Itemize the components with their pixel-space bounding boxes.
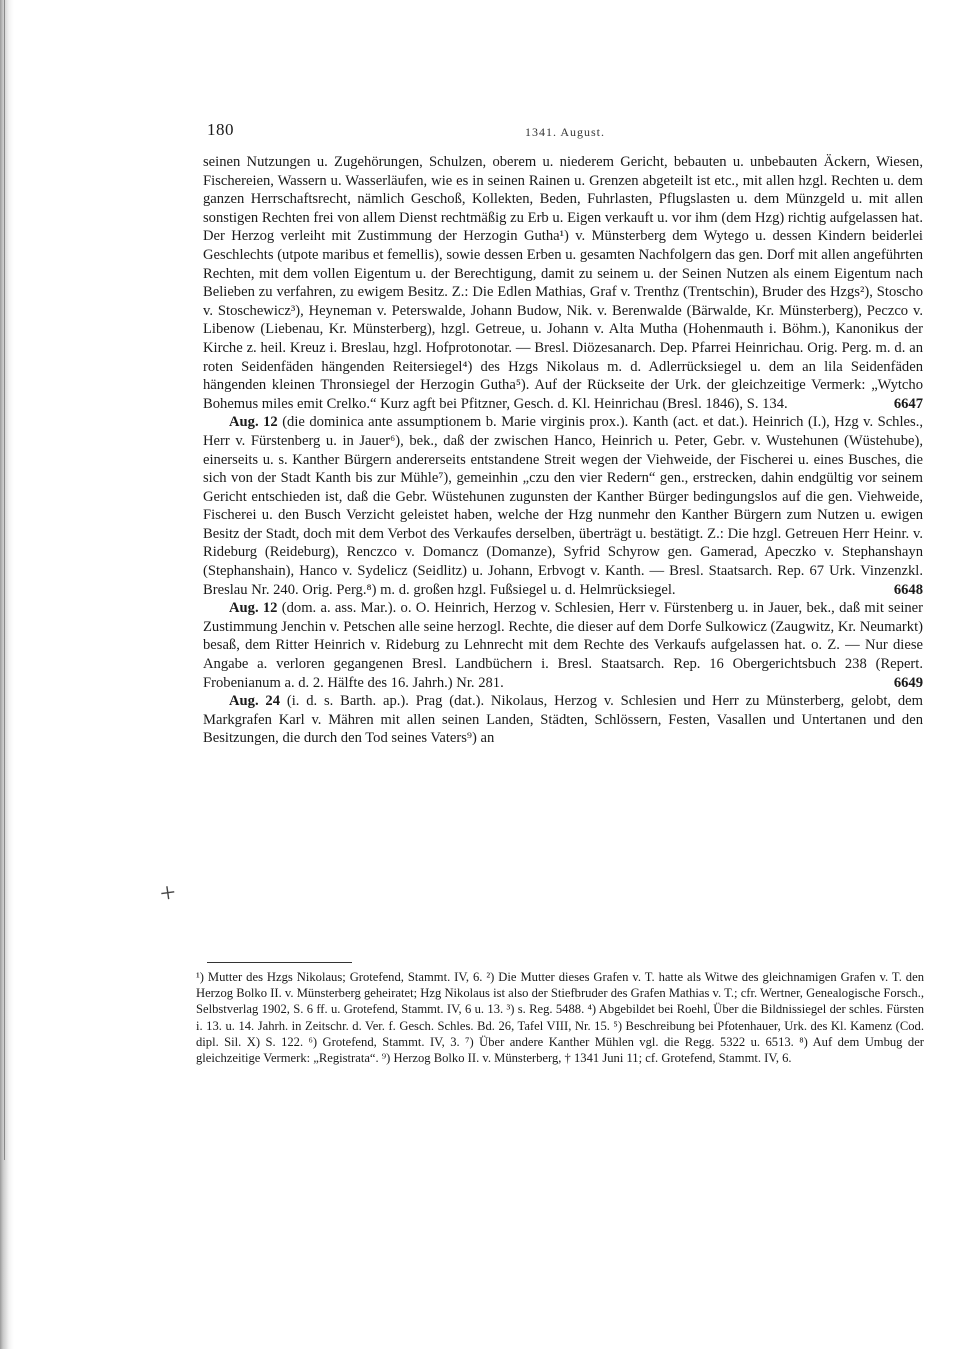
- footnote-text: ¹) Mutter des Hzgs Nikolaus; Grotefend, Stammt. IV, 6. ²) Die Mutter dieses Grafen v. T. hatte als Witwe des gleichnamigen Grafen v. T. den Herzog Bolko II. v. Münsterberg geheiratet; Hzg Nikolaus ist also der Stiefbruder des Grafen Mathias v. T.; cfr. Wertner, Genealogische Forsch., Selbstverlag 1902, S. 6 ff. u. Grotefend, Stammt. IV, 6 u. 13. ³) s. Reg. 5488. ⁴) Abgebildet bei Roehl, Über die Bildnissiegel der schles. Fürsten i. 13. u. 14. Jahrh. in Zeitschr. d. Ver. f. Gesch. Schles. Bd. 26, Tafel VIII, Nr. 15. ⁵) Beschreibung bei Pfotenhauer, Urk. des Kl. Kamenz (Cod. dipl. Sil. X) S. 122. ⁶) Grotefend, Stammt. IV, 3. ⁷) Über andere Kanther Mühlen vgl. die Regg. 5322 u. 6513. ⁸) Auf dem Umbug der gleichzeitige Vermerk: „Registrata“. ⁹) Herzog Bolko II. v. Münsterberg, † 1341 Juni 11; cf. Grotefend, Stammt. IV, 6.: [196, 970, 924, 1066]
- regest-number: 6649: [893, 674, 923, 691]
- paragraph-text: seinen Nutzungen u. Zugehörungen, Schulzen, oberem u. niederem Gericht, bebauten u. unbebauten Äckern, Wiesen, Fischereien, Wassern u. Wasserläufen, wie es in seinen Rainen u. Grenzen abgeteilt ist etc., mit allen hzgl. Rechten u. dem ganzen Herrschaftsrecht, nämlich Geschoß, Kollekten, Beden, Fuhrlasten, Pflugslasten u. dem Münzgeld u. mit allen sonstigen Rechten frei von allem Dienst rechtmäßig zu Erb u. Eigen verkauft u. vor ihm (dem Hzg) richtig aufgelassen hat. Der Herzog verleiht mit Zustimmung der Herzogin Gutha¹) v. Münsterberg dem Wytego u. dessen Kindern beiderlei Geschlechts (utpote maribus et femellis), sowie dessen Erben u. gesamten Nachfolgern das gen. Dorf mit allen angeführten Rechten, mit dem vollen Eigentum u. der Berechtigung, damit zu seinem u. der Seinen Nutzen als einem Eigentum nach Belieben zu verfahren, zu ewigem Besitz. Z.: Die Edlen Mathias, Graf v. Trenthz (Trentschin), Bruder des Hzgs²), Stoscho v. Stoschewicz³), Heyneman v. Peterswalde, Johann Budow, Nik. v. Berenwalde (Bärwalde, Kr. Münsterberg), Peczco v. Libenow (Liebenau, Kr. Münsterberg), hzgl. Getreue, u. Johann v. Alta Mutha (Hohenmauth i. Böhm.), Kanonikus der Kirche z. heil. Kreuz i. Breslau, hzgl. Hofprotonotar. — Bresl. Diözesanarch. Dep. Pfarrei Heinrichau. Orig. Perg. m. d. an roten Seidenfäden hängenden Reitersiegel⁴) des Hzgs Nikolaus m. d. Adlerrücksiegel u. dem an lila Seidenfäden hängenden kleinen Thronsiegel der Herzogin Gutha⁵). Auf der Rückseite der Urk. der gleichzeitige Vermerk: „Wytcho Bohemus miles emit Crelko.“ Kurz agft bei Pfitzner, Gesch. d. Kl. Heinrichau (Bresl. 1846), S. 134.: [203, 154, 923, 412]
- regest-entry: [203, 413, 923, 599]
- running-head: 1341. August.: [525, 125, 606, 139]
- page-number: 180: [207, 120, 234, 139]
- entry-date: Aug. 12: [229, 600, 278, 617]
- entry-text: (dom. a. ass. Mar.). o. O. Heinrich, Herzog v. Schlesien, Herr v. Fürstenberg u. in Jauer, bek., daß mit seiner Zustimmung Jenchin v. Petschen alle seine herzogl. Rechte, die dieser auf dem Dorfe Sulkowicz (Zaugwitz, Kr. Neumarkt) besaß, dem Ritter Heinrich v. Rideburg zu Lehnrecht mit dem Rechte des Verkaufs aufgelassen hat. o. Z. — Nur diese Angabe a. verloren gegangenen Bresl. Landbüchern i. Bresl. Staatsarch. Rep. 16 Obergerichtsbuch 238 (Repert. Frobenianum a. d. 2. Hälfte des 16. Jahrh.) Nr. 281.: [203, 600, 924, 691]
- entry-date: Aug. 24: [229, 693, 281, 710]
- entry-text: (i. d. s. Barth. ap.). Prag (dat.). Nikolaus, Herzog v. Schlesien und Herr zu Münsterberg, gelobt, dem Markgrafen Karl v. Mähren mit allen seinen Landen, Städten, Schlössern, Festen, Vasallen und Untertanen und den Besitzungen, die durch den Tod seines Vaters⁹) an: [203, 693, 924, 747]
- page-header: [207, 120, 923, 142]
- footnote-rule: [207, 962, 352, 963]
- regest-number: 6647: [893, 395, 923, 412]
- regest-entry: [203, 692, 923, 748]
- paragraph-continuation: [203, 153, 923, 413]
- scan-edge-shadow: [0, 0, 14, 1349]
- regest-number: 6648: [893, 581, 923, 598]
- entry-date: Aug. 12: [229, 414, 278, 431]
- margin-cross-mark: +: [157, 877, 178, 910]
- entry-text: (die dominica ante assumptionem b. Marie virginis prox.). Kanth (act. et dat.). Heinrich (I.), Hzg v. Schles., Herr v. Fürstenberg u. in Jauer⁶), bek., daß der zwischen Hanco, Heinrich u. Peter, Gebr. v. Wustehunen (Wüstehube), einerseits u. s. Kanther Bürgern andererseits entstandene Streit wegen der Viehweide, der Fischerei u. eines Busches, die sich von der Stadt Kanth bis zur Mühle⁷), gemeinhin „czu den vier Redern“ gen., erstrecken, dahin endgültig vor seinem Gericht entschieden ist, daß die Gebr. Wüstehunen zugunsten der Kanther Bürger bedingungslos auf die gen. Viehweide, Fischerei u. den Busch Verzicht geleistet haben, welche der Hzg nunmehr den Kanther Bürgern zum Nutzen u. ewigen Besitz der Stadt, doch mit dem Verbot des Verkaufes derselben, überträgt u. bestätigt. Z.: Die hzgl. Getreuen Herr Heinr. v. Rideburg (Reideburg), Renczco v. Domancz (Domanze), Syfrid Schyrow gen. Gamerad, Apeczko v. Stephanshayn (Stephanshain), Hanco v. Sydelicz (Seidlitz) u. Johann, Erbvogt v. Kanth. — Bresl. Staatsarch. Rep. 67 Urk. Vinzenzkl. Breslau Nr. 240. Orig. Perg.⁸) m. d. großen hzgl. Fußsiegel u. d. Helmrücksiegel.: [203, 414, 923, 598]
- body-text: [203, 153, 923, 748]
- regest-entry: [203, 599, 923, 692]
- scan-edge-line: [4, 0, 5, 1160]
- footnotes: [196, 969, 924, 1066]
